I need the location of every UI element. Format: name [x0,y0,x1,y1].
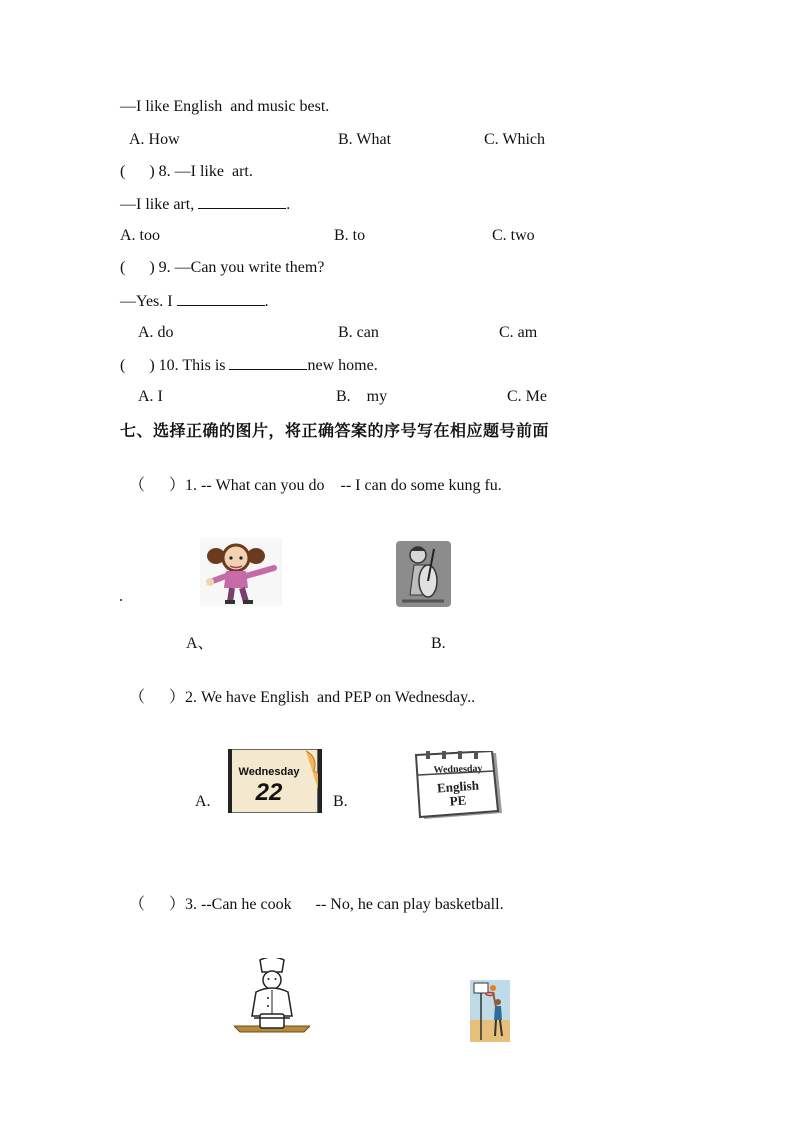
q7-option-c: C. Which [484,131,546,148]
q10-suffix: new home. [307,357,378,374]
p7-q1-label-b: B. [431,635,446,652]
calendar-english-pe-image[interactable] [412,751,503,821]
q9-option-c: C. am [499,324,538,341]
p7-q3-question: （ ）3. --Can he cook -- No, he can play basketball. [129,896,504,913]
q9-answer-prefix: —Yes. I [120,293,177,310]
q10-question [120,355,378,376]
q8-option-b: B. to [334,227,366,244]
q9-answer-suffix: . [264,293,269,310]
p7-q2-question: （ ）2. We have English and PEP on Wednesday.. [129,689,476,706]
q8-answer [120,194,290,215]
q10-option-b: B. my [336,388,388,405]
q10-blank[interactable] [229,355,307,370]
q8-option-a: A. too [120,227,160,244]
q8-option-c: C. two [492,227,535,244]
q10-option-c: C. Me [507,388,547,405]
q8-answer-prefix: —I like art, [120,196,199,213]
q7-answer-line: —I like English and music best. [120,98,330,115]
boy-playing-instrument-image[interactable] [396,541,451,607]
stray-dot [120,599,122,601]
calendar-b-day: Wednesday [433,763,483,776]
calendar-a-day: Wednesday [238,766,300,778]
q8-question: ( ) 8. —I like art. [120,163,253,180]
section-heading: 七、选择正确的图片，将正确答案的序号写在相应题号前面 [120,421,550,440]
p7-q1-label-a: A、 [186,635,214,652]
p7-q2-label-a: A. [195,793,211,810]
q9-option-a: A. do [138,324,174,341]
q9-answer [120,291,269,312]
q8-answer-suffix: . [286,196,291,213]
chef-cooking-image[interactable] [234,958,310,1036]
calendar-b-line1: English [436,777,480,796]
kung-fu-girl-image[interactable] [200,538,282,606]
p7-q2-label-b: B. [333,793,348,810]
q7-option-a: A. How [129,131,180,148]
p7-q1-question: （ ）1. -- What can you do -- I can do some kung fu. [129,477,502,494]
q9-answer-blank[interactable] [177,291,265,306]
q10-option-a: A. I [138,388,163,405]
calendar-a-date: 22 [255,779,283,806]
calendar-wednesday-22-image[interactable] [228,749,322,813]
q9-question: ( ) 9. —Can you write them? [120,259,325,276]
q10-prefix: ( ) 10. This is [120,357,230,374]
q7-option-b: B. What [338,131,392,148]
q9-option-b: B. can [338,324,379,341]
q8-answer-blank[interactable] [198,194,286,209]
calendar-b-line2: PE [449,792,467,809]
basketball-player-image[interactable] [470,980,510,1042]
